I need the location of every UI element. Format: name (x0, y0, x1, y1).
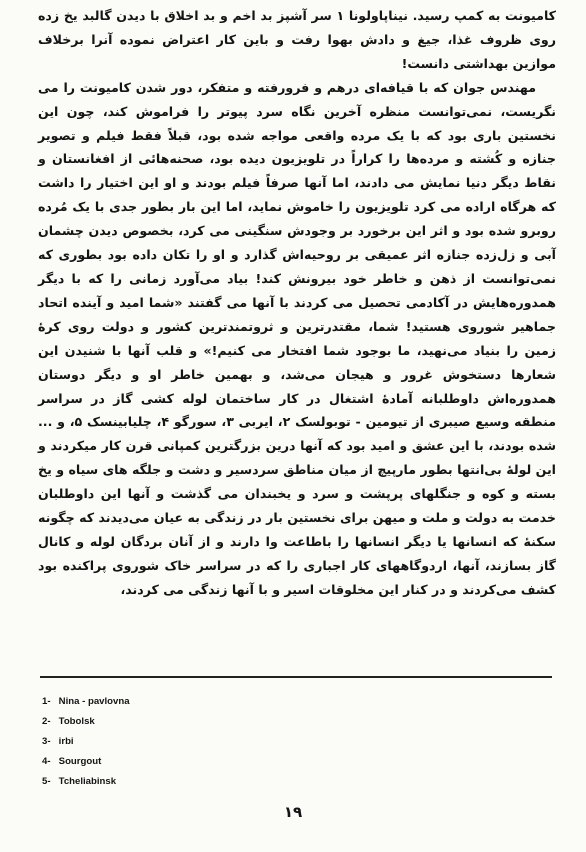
footnote-text: Tcheliabinsk (58, 776, 117, 787)
footnote-text: Tobolsk (58, 716, 95, 727)
footnote-item (42, 732, 342, 752)
footnote-item (42, 752, 342, 772)
footnote-item (42, 692, 342, 712)
footnotes (42, 692, 342, 792)
page-number: ۱۹ (283, 803, 303, 821)
footnote-number: 2- (42, 716, 51, 727)
footnote-number: 3- (42, 736, 51, 747)
footnote-item (42, 772, 342, 792)
footnote-text: Sourgout (58, 756, 102, 767)
footnote-text: Nina - pavlovna (58, 696, 130, 707)
footnote-text: irbi (58, 736, 74, 747)
footnote-item (42, 712, 342, 732)
footnote-divider (40, 676, 552, 678)
footnote-number: 1- (42, 696, 51, 707)
paragraph-1: کامیونت به کمپ رسید. نیناپاولونا ۱ سر آشپز بد اخم و بد اخلاق با دیدن گالبد یخ زده روی ظروف غذا، جیغ و دادش بهوا رفت و باین کار اعتراض نموده آنرا برخلاف موازین بهداشتی دانست! (38, 8, 556, 71)
main-text (38, 4, 556, 602)
footnote-number: 4- (42, 756, 51, 767)
paragraph-2: مهندس جوان که با قیافه‌ای درهم و فرورفته و متفکر، دور شدن کامیونت را می نگریست، نمی‌توانست منظره آخرین نگاه سرد پیوتر را فراموش کند، چون این نخستین باری بود که با یک مرده واقعی مواجه شده بود، قبلاً فقط فیلم و تصویر جنازه و کُشته و مرده‌ها را کراراً در تلویزیون دیده بود، صحنه‌هائی از افغانستان و نقاط دیگر دنیا نمایش می دادند، اما آنها صرفاً فیلم بودند و او این اختیار را داشت که هرگاه اراده می کرد تلویزیون را خاموش نماید، اما این بار بطور جدی با یک مُرده روبرو شده بود و اثر این برخورد بر وجودش سنگینی می کرد، بخصوص دیدن چشمان آبی و زل‌زده جنازه اثر عمیقی بر روحیه‌اش گذارد و او را تکان داده بود بطوری که نمی‌توانست از ذهن و خاطر خود بیرونش کند! بیاد می‌آورد زمانی را که با دیگر همدوره‌هایش در آکادمی تحصیل می کردند با آنها می گفتند «شما امید و آینده اتحاد جماهیر شوروی هستید! شما، مقتدرترین و ثروتمندترین کشور و دولت روی کرهٔ زمین را بنیاد می‌نهید، ما بوجود شما افتخار می کنیم!» و قلب آنها با شنیدن این شعارها دستخوش غرور و هیجان می‌شد، و بهمین خاطر او و دیگر دوستان همدوره‌اش داوطلبانه آمادهٔ اشتغال در کار ساختمان لوله کشی گاز در سراسر منطقه وسیع صیبری از تیومین - توبولسک ۲، ایربی ۳، سورگو ۴، چلیابینسک ۵، و ... شده بودند، با این عشق و امید بود که آنها درین بزرگترین کمپانی قرن کار میکردند و این لولهٔ بی‌انتها بطور مارپیچ از میان مناطق سردسیر و دشت و جلگه های سیاه و یخ بسته و کوه و جنگلهای پرپشت و سرد و یخبندان می گذشت و آنها این داوطلبان خدمت به دولت و ملت و میهن برای نخستین بار در زندگی به عیان می‌دیدند که چگونه سکنهٔ که انسانها یا دیگر انسانها را باطاعت وا دارند و از آنان بردگان لوله و کانال گاز بسازند، آنها، اردوگاههای کار اجباری را که در سراسر خاک شوروی پراکنده بود کشف می‌کردند و در کنار این مخلوقات اسیر و با آنها زندگی می کردند، (38, 79, 557, 597)
footnote-number: 5- (42, 776, 51, 787)
